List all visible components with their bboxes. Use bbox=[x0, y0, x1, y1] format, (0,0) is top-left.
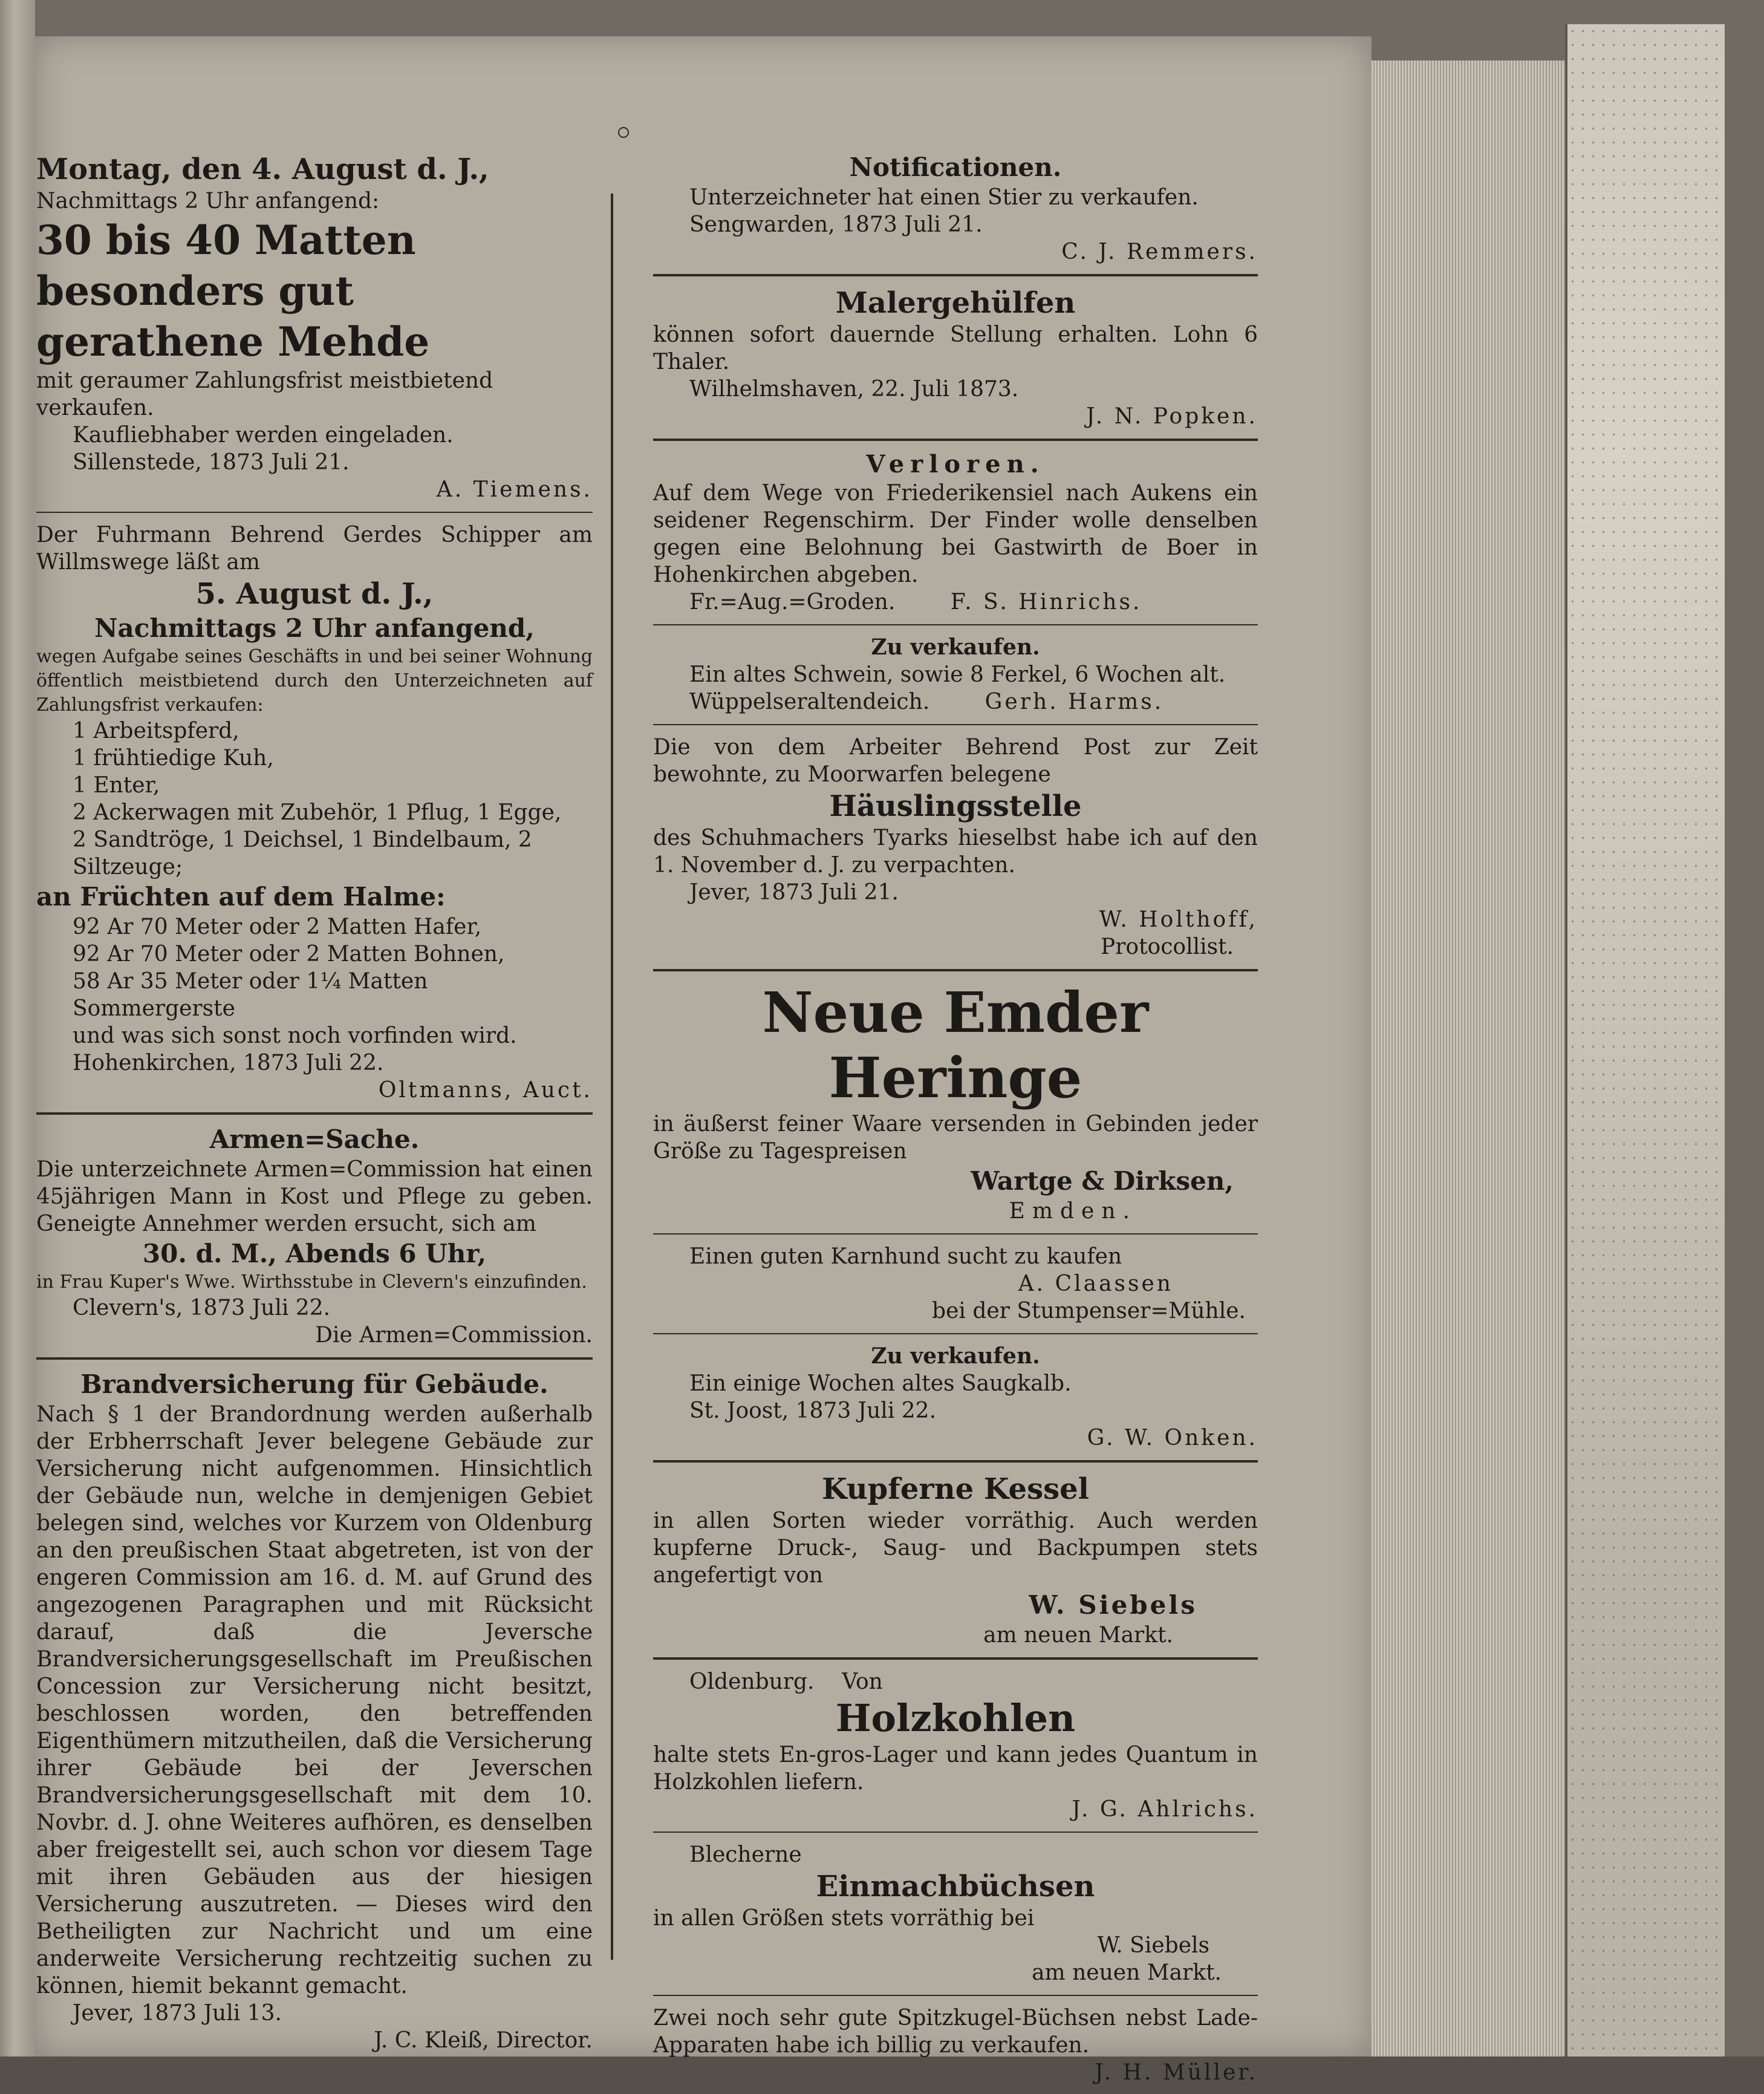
column-divider bbox=[611, 194, 613, 1960]
ad-text: Auf dem Wege von Friederikensiel nach Aukens ein seidener Regenschirm. Der Finder wolle denselben gegen eine Belohnung bei Gastwirth de Boer in Hohenkirchen abgeben. bbox=[653, 481, 1258, 587]
ad-text: in allen Sorten wieder vorräthig. Auch werden kupferne Druck-, Saug- und Backpumpen stets angefertigt von bbox=[653, 1509, 1258, 1588]
ad-einmachbuechsen bbox=[653, 1841, 1258, 1986]
ad-signature: J. C. Kleiß, Director. bbox=[374, 2028, 593, 2053]
ad-heading: Brandversicherung für Gebäude. bbox=[80, 1369, 548, 1399]
ad-line: am neuen Markt. bbox=[983, 1623, 1173, 1648]
ad-date: Jever, 1873 Juli 21. bbox=[689, 880, 899, 905]
ad-text: des Schuhmachers Tyarks hieselbst habe ich auf den 1. November d. J. zu verpachten. bbox=[653, 826, 1258, 878]
ad-signature: Gerh. Harms. bbox=[985, 690, 1164, 714]
ad-text: Zwei noch sehr gute Spitzkugel-Büchsen nebst Lade-Apparaten habe ich billig zu verkaufen. bbox=[653, 2006, 1258, 2058]
ad-footer bbox=[653, 589, 1258, 616]
ad-date: Jever, 1873 Juli 13. bbox=[73, 2001, 282, 2026]
ad-spitzkugel-buechsen bbox=[653, 2004, 1258, 2086]
ad-heading: Häuslingsstelle bbox=[829, 789, 1082, 823]
ad-signature: J. G. Ahlrichs. bbox=[1072, 1797, 1258, 1822]
book-cover-board bbox=[1565, 24, 1725, 2075]
ad-signature: G. W. Onken. bbox=[1087, 1426, 1258, 1450]
ad-subheading: 30. d. M., Abends 6 Uhr, bbox=[142, 1239, 487, 1268]
ad-line: Blecherne bbox=[689, 1842, 802, 1867]
separator bbox=[36, 1112, 593, 1115]
ad-heading: Montag, den 4. August d. J., bbox=[36, 152, 489, 186]
ad-armen-sache bbox=[36, 1123, 593, 1349]
previous-page-edge bbox=[0, 0, 35, 2094]
ad-signature: C. J. Remmers. bbox=[1061, 240, 1258, 264]
ad-signature: F. S. Hinrichs. bbox=[950, 590, 1142, 615]
ad-big-heading: 30 bis 40 Matten besonders gut gerathene Mehde bbox=[36, 217, 430, 365]
separator bbox=[653, 439, 1258, 441]
ad-mehde-auction bbox=[36, 151, 593, 503]
ad-heading: 5. August d. J., bbox=[195, 577, 434, 611]
ad-signature: J. N. Popken. bbox=[1086, 404, 1258, 429]
right-column bbox=[653, 151, 1258, 2089]
ad-date: Wilhelmshaven, 22. Juli 1873. bbox=[689, 377, 1019, 402]
ad-line: mit geraumer Zahlungsfrist meistbietend verkaufen. bbox=[36, 368, 493, 420]
ad-signature-title: Protocollist. bbox=[1100, 934, 1234, 959]
ad-big-heading: Neue Emder Heringe bbox=[762, 980, 1149, 1111]
ad-line: Nachmittags 2 Uhr anfangend: bbox=[36, 189, 380, 214]
ad-brandversicherung bbox=[36, 1368, 593, 2054]
ad-text: in äußerst feiner Waare versenden in Gebinden jeder Größe zu Tagespreisen bbox=[653, 1112, 1258, 1164]
ad-line: Einen guten Karnhund sucht zu kaufen bbox=[689, 1244, 1122, 1269]
ad-heading: Armen=Sache. bbox=[209, 1124, 420, 1154]
ad-signature: W. Siebels bbox=[1097, 1933, 1209, 1958]
separator bbox=[653, 1460, 1258, 1463]
ad-line: am neuen Markt. bbox=[1032, 1960, 1222, 1985]
item-line: 2 Sandtröge, 1 Deichsel, 1 Bindelbaum, 2 Siltzeuge; bbox=[73, 827, 532, 879]
separator bbox=[653, 1831, 1258, 1833]
separator bbox=[653, 1995, 1258, 1996]
separator bbox=[653, 1233, 1258, 1235]
ad-heading: Verloren. bbox=[866, 450, 1045, 478]
ad-heading: Malergehülfen bbox=[835, 286, 1076, 320]
ad-text: Die unterzeichnete Armen=Commission hat einen 45jährigen Mann in Kost und Pflege zu geben. Geneigte Annehmer werden ersucht, sich am bbox=[36, 1157, 593, 1236]
ad-line: Kaufliebhaber werden eingeladen. bbox=[73, 423, 454, 448]
ad-heading: Notificationen. bbox=[849, 152, 1062, 182]
separator bbox=[653, 274, 1258, 276]
ad-text: in Frau Kuper's Wwe. Wirthsstube in Clevern's einzufinden. bbox=[36, 1271, 587, 1293]
ad-fuhrmann-auction bbox=[36, 521, 593, 1104]
ad-stier bbox=[653, 151, 1258, 266]
separator bbox=[36, 512, 593, 513]
item-line: 92 Ar 70 Meter oder 2 Matten Hafer, bbox=[73, 915, 482, 939]
ad-signature: Oltmanns, Auct. bbox=[378, 1078, 593, 1103]
ad-line: Ein altes Schwein, sowie 8 Ferkel, 6 Wochen alt. bbox=[689, 662, 1226, 687]
ad-signature: W. Siebels bbox=[1029, 1590, 1197, 1620]
book-page-edges bbox=[1372, 60, 1565, 2056]
item-line: 58 Ar 35 Meter oder 1¼ Matten Sommergerste bbox=[73, 969, 428, 1021]
ad-signature: Die Armen=Commission. bbox=[315, 1323, 593, 1348]
item-line: 2 Ackerwagen mit Zubehör, 1 Pflug, 1 Egge, bbox=[73, 800, 562, 825]
ad-verloren bbox=[653, 449, 1258, 616]
ad-firm: Wartge & Dirksen, bbox=[971, 1166, 1234, 1196]
ad-signature: W. Holthoff, bbox=[1099, 907, 1258, 932]
ad-line: Unterzeichneter hat einen Stier zu verkaufen. bbox=[689, 185, 1199, 210]
ad-heading: Kupferne Kessel bbox=[822, 1472, 1089, 1506]
ad-line: Oldenburg. Von bbox=[689, 1669, 883, 1694]
left-column bbox=[36, 151, 593, 2056]
separator bbox=[653, 1333, 1258, 1334]
ad-heading: Zu verkaufen. bbox=[871, 634, 1040, 660]
ad-kupferne-kessel bbox=[653, 1471, 1258, 1649]
item-line: und was sich sonst noch vorfinden wird. bbox=[73, 1023, 517, 1048]
ad-signature: A. Tiemens. bbox=[436, 477, 593, 502]
ad-subheading: an Früchten auf dem Halme: bbox=[36, 882, 446, 912]
ad-line: Die von dem Arbeiter Behrend Post zur Zeit bewohnte, zu Moorwarfen belegene bbox=[653, 735, 1258, 787]
ad-schwein bbox=[653, 634, 1258, 716]
ad-heading: Einmachbüchsen bbox=[816, 1870, 1095, 1903]
ad-holzkohlen bbox=[653, 1668, 1258, 1823]
item-line: 1 Arbeitspferd, bbox=[73, 719, 239, 743]
ad-subheading: Nachmittags 2 Uhr anfangend, bbox=[94, 613, 535, 643]
ad-date: Sillenstede, 1873 Juli 21. bbox=[73, 450, 350, 475]
ad-signature: A. Claassen bbox=[1018, 1271, 1173, 1296]
ad-heading: Zu verkaufen. bbox=[871, 1343, 1040, 1369]
ad-heading: Holzkohlen bbox=[835, 1696, 1076, 1740]
ad-text: können sofort dauernde Stellung erhalten. Lohn 6 Thaler. bbox=[653, 322, 1258, 374]
ad-haeuslingsstelle bbox=[653, 734, 1258, 961]
ad-date: Sengwarden, 1873 Juli 21. bbox=[689, 212, 983, 237]
separator bbox=[653, 724, 1258, 725]
ad-text: wegen Aufgabe seines Geschäfts in und bei seiner Wohnung öffentlich meistbietend durch den Unterzeichneten auf Zahlungsfrist verkaufen: bbox=[36, 646, 593, 716]
item-line: 1 Enter, bbox=[73, 773, 160, 798]
ad-place: Emden. bbox=[1009, 1199, 1137, 1224]
ad-emder-heringe bbox=[653, 980, 1258, 1225]
ad-saugkalb bbox=[653, 1343, 1258, 1452]
separator bbox=[653, 624, 1258, 625]
ad-date: St. Joost, 1873 Juli 22. bbox=[689, 1398, 937, 1423]
separator bbox=[653, 1657, 1258, 1660]
ad-footer bbox=[653, 688, 1258, 716]
item-line: 92 Ar 70 Meter oder 2 Matten Bohnen, bbox=[73, 942, 505, 967]
ad-line: bei der Stumpenser=Mühle. bbox=[932, 1299, 1246, 1323]
ad-line: Der Fuhrmann Behrend Gerdes Schipper am Willmswege läßt am bbox=[36, 523, 593, 575]
ad-karnhund bbox=[653, 1243, 1258, 1325]
separator bbox=[36, 1357, 593, 1360]
ad-text: Nach § 1 der Brandordnung werden außerhalb der Erbherrschaft Jever belegene Gebäude zur Versicherung nicht aufgenommen. Hinsichtlich der Gebäude nun, welche in demjenigen Gebiet belegen sind, welches vor Kurzem von Oldenburg an den preußischen Staat abgetreten, ist von der engeren Commission am 16. d. M. auf Grund des angezogenen Paragraphen und mit Rücksicht darauf, daß die Jeversche Brandversicherungsgesellschaft im Preußischen Concession zur Versicherung nicht besitzt, beschlossen worden, den betreffenden Eigenthümern mitzutheilen, daß die Versicherung ihrer Gebäude bei der Jeverschen Brandversicherungsgesellschaft mit dem 10. Novbr. d. J. ohne Weiteres aufhören, es denselben aber freigestellt sei, auch schon vor diesem Tage mit ihren Gebäuden aus der hiesigen Versicherung auszutreten. — Dieses wird den Betheiligten zur Nachricht und um eine anderweite Versicherung rechtzeitig suchen zu können, hiemit bekannt gemacht. bbox=[36, 1402, 593, 1998]
ad-signature: J. H. Müller. bbox=[1095, 2060, 1258, 2085]
ad-place: Wüppelseraltendeich. bbox=[689, 690, 930, 714]
separator bbox=[653, 969, 1258, 971]
ad-line: Ein einige Wochen altes Saugkalb. bbox=[689, 1371, 1072, 1396]
ad-malergehuelfen bbox=[653, 285, 1258, 430]
ad-text: in allen Größen stets vorräthig bei bbox=[653, 1906, 1035, 1931]
ad-text: halte stets En-gros-Lager und kann jedes Quantum in Holzkohlen liefern. bbox=[653, 1743, 1258, 1795]
ad-place: Fr.=Aug.=Groden. bbox=[689, 590, 896, 615]
ad-date: Clevern's, 1873 Juli 22. bbox=[73, 1296, 331, 1320]
item-line: 1 frühtiedige Kuh, bbox=[73, 746, 274, 771]
ad-date: Hohenkirchen, 1873 Juli 22. bbox=[73, 1051, 384, 1075]
page-hole-mark bbox=[618, 127, 629, 138]
